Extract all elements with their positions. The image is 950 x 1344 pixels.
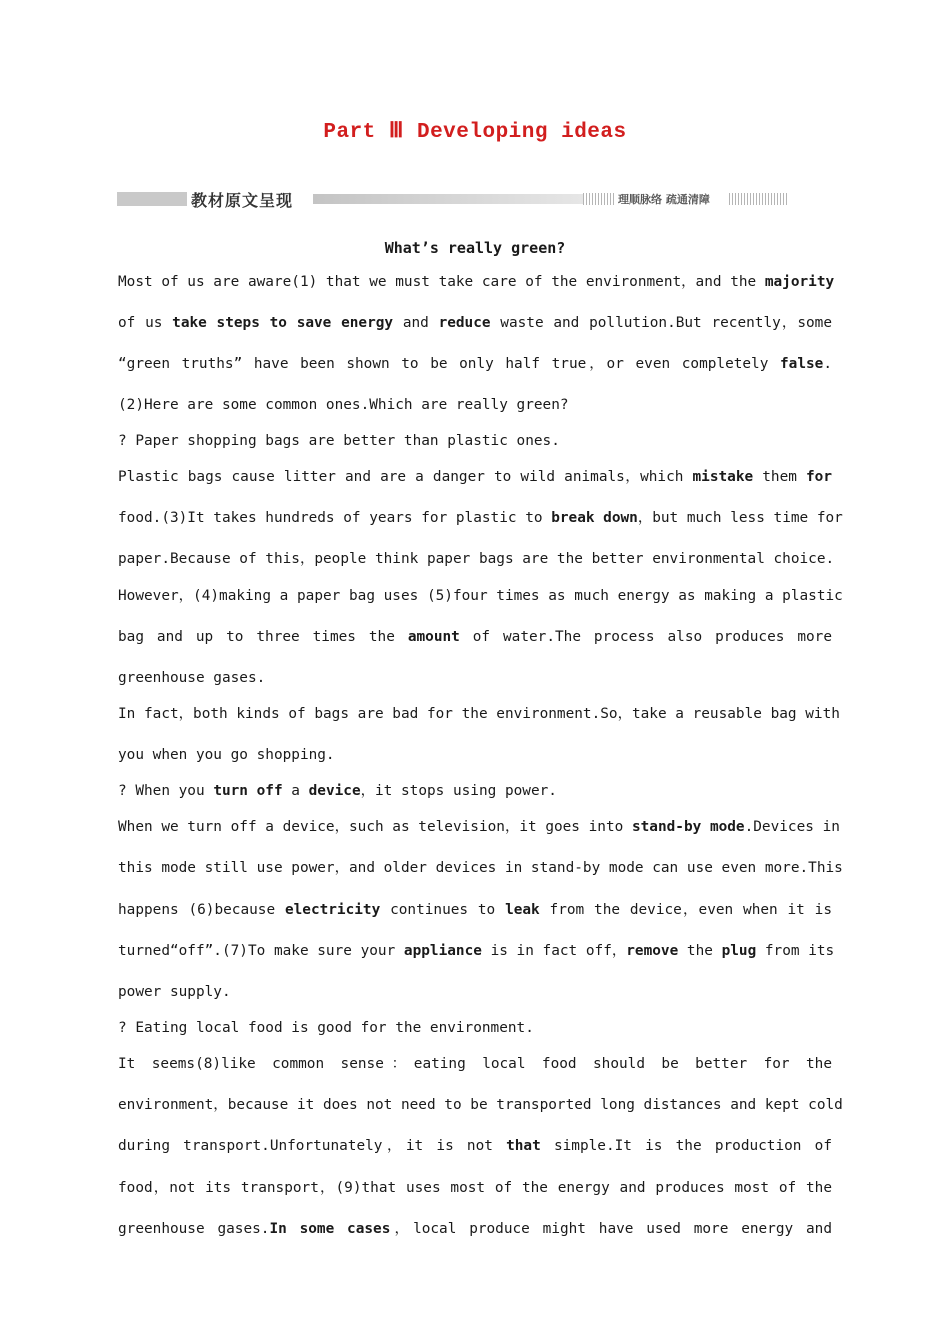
text-run: power supply. (118, 984, 231, 1000)
keyword: take steps to save energy (172, 315, 394, 331)
text-run: ? Paper shopping bags are better than plastic ones. (118, 433, 560, 449)
text-line (118, 746, 832, 764)
text-line (118, 273, 835, 291)
keyword: majority (764, 274, 835, 290)
text-run: ? When you (118, 783, 214, 799)
text-line (118, 669, 832, 687)
text-line (118, 509, 843, 527)
keyword: reduce (438, 315, 491, 331)
banner-hatch-left (583, 193, 615, 205)
text-run: a (282, 783, 309, 799)
text-run: food，not its transport，(9)that uses most of the energy and produces most of the (118, 1180, 832, 1196)
keyword: turn off (213, 783, 283, 799)
text-line (118, 1220, 832, 1238)
text-line (118, 550, 835, 568)
text-run: of water.The process also produces more (459, 629, 832, 645)
text-line (118, 587, 843, 605)
text-line (118, 355, 832, 373)
text-run: ? Eating local food is good for the environment. (118, 1020, 534, 1036)
text-line (118, 628, 832, 646)
text-run: greenhouse gases. (118, 670, 266, 686)
text-run: ，local produce might have used more energy and (390, 1221, 832, 1237)
text-run: bag and up to three times the (118, 629, 408, 645)
text-run: paper.Because of this，people think paper bags are the better environmental choice. (118, 551, 835, 567)
page-title: Part Ⅲ Developing ideas (323, 121, 627, 144)
keyword: In some cases (269, 1221, 391, 1237)
text-line (118, 314, 832, 332)
text-run: the (678, 943, 722, 959)
text-run: In fact，both kinds of bags are bad for the environment.So，take a reusable bag with (118, 706, 840, 722)
text-line (118, 1179, 832, 1197)
section-banner (117, 186, 789, 212)
text-run: waste and pollution.But recently，some (490, 315, 832, 331)
text-line (118, 818, 840, 836)
text-line (118, 782, 832, 800)
text-run: happens (6)because (118, 902, 285, 918)
keyword: that (506, 1138, 541, 1154)
keyword: leak (505, 902, 540, 918)
text-line (118, 468, 832, 486)
text-line (118, 859, 843, 877)
text-run: Most of us are aware(1) that we must take care of the environment，and the (118, 274, 765, 290)
text-line (118, 1137, 832, 1155)
text-run: continues to (380, 902, 506, 918)
text-line (118, 983, 832, 1001)
text-run: When we turn off a device，such as television，it goes into (118, 819, 632, 835)
text-run: (2)Here are some common ones.Which are really green? (118, 397, 569, 413)
keyword: for (806, 469, 833, 485)
text-run: Plastic bags cause litter and are a danger to wild animals，which (118, 469, 693, 485)
keyword: appliance (403, 943, 482, 959)
keyword: stand-by mode (631, 819, 745, 835)
keyword: break down (551, 510, 638, 526)
text-run: from the device，even when it is (539, 902, 832, 918)
banner-left-bar (117, 192, 187, 206)
keyword: plug (721, 943, 757, 959)
text-run: ，but much less time for (637, 510, 843, 526)
text-run: “green truths” have been shown to be only half true，or even completely (118, 356, 780, 372)
text-run: .Devices in (744, 819, 840, 835)
text-line (118, 1096, 843, 1114)
text-line (118, 396, 832, 414)
text-line (118, 942, 835, 960)
text-line (118, 901, 832, 919)
text-run: during transport.Unfortunately，it is not (118, 1138, 507, 1154)
text-run: environment，because it does not need to be transported long distances and kept cold (118, 1097, 843, 1113)
text-run: and (393, 315, 439, 331)
keyword: false (780, 356, 824, 372)
text-run: this mode still use power，and older devices in stand-by mode can use even more.This (118, 860, 843, 876)
text-run: simple.It is the production of (540, 1138, 832, 1154)
banner-right-label: 理顺脉络 疏通清障 (618, 193, 710, 206)
text-run: greenhouse gases. (118, 1221, 270, 1237)
text-run: However，(4)making a paper bag uses (5)four times as much energy as making a plastic (118, 588, 843, 604)
banner-left-label: 教材原文呈现 (191, 191, 294, 210)
text-run: . (823, 356, 832, 372)
text-run: It seems(8)like common sense：eating local food should be better for the (118, 1056, 832, 1072)
text-run: them (753, 469, 807, 485)
text-run: is in fact off， (481, 943, 627, 959)
text-line (118, 1055, 832, 1073)
text-line (118, 432, 832, 450)
text-run: from its (756, 943, 835, 959)
article-title: What’s really green? (384, 239, 566, 257)
text-line (118, 1019, 832, 1037)
banner-hatch-right (729, 193, 789, 205)
keyword: remove (626, 943, 679, 959)
keyword: mistake (692, 469, 754, 485)
keyword: electricity (284, 902, 381, 918)
text-run: food.(3)It takes hundreds of years for plastic to (118, 510, 552, 526)
text-run: turned“off”.(7)To make sure your (118, 943, 404, 959)
text-run: ，it stops using power. (360, 783, 557, 799)
keyword: amount (407, 629, 460, 645)
text-run: of us (118, 315, 173, 331)
banner-middle-bar (313, 194, 583, 204)
text-run: you when you go shopping. (118, 747, 335, 763)
text-line (118, 705, 840, 723)
keyword: device (308, 783, 361, 799)
